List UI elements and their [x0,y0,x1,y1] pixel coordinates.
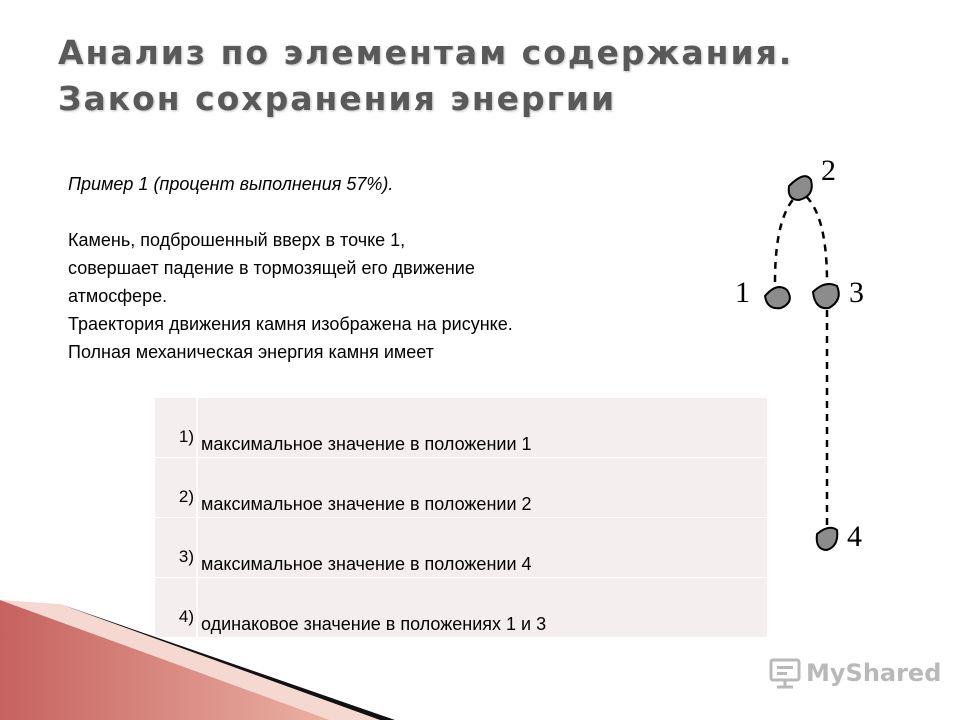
answer-number: 1) [155,398,198,457]
presentation-board-icon [768,656,802,690]
stone-position-1 [765,287,790,308]
label-point-2: 2 [821,154,836,187]
answer-number: 3) [155,518,198,577]
label-point-4: 4 [847,520,862,553]
example-line: Полная механическая энергия камня имеет [68,342,434,362]
answer-option[interactable] [155,398,767,458]
example-text [68,170,708,366]
answer-text: максимальное значение в положении 2 [201,494,532,514]
example-line: совершает падение в тормозящей его движение [68,258,475,278]
example-heading: Пример 1 (процент выполнения 57%). [68,174,394,194]
example-line: Траектория движения камня изображена на рисунке. [68,314,513,334]
stone-position-4 [817,528,838,550]
label-point-1: 1 [735,276,750,309]
watermark [768,656,941,690]
answer-option[interactable] [155,458,767,518]
example-line: атмосфере. [68,286,168,306]
label-point-3: 3 [849,276,864,309]
answer-text: одинаковое значение в положениях 1 и 3 [201,614,547,634]
example-line: Камень, подброшенный вверх в точке 1, [68,230,406,250]
answer-number: 4) [155,578,198,637]
slide-title-line2: Закон сохранения энергии [58,79,617,118]
decorative-swoosh [0,560,960,720]
trajectory-arc [775,192,827,282]
answer-text: максимальное значение в положении 4 [201,554,532,574]
watermark-text: MyShared [806,659,942,687]
slide-title [58,30,918,122]
answer-text: максимальное значение в положении 1 [201,434,532,454]
stone-position-3 [813,284,839,308]
slide-title-line1: Анализ по элементам содержания. [58,33,794,72]
answer-number: 2) [155,458,198,517]
trajectory-diagram [725,150,885,570]
stone-position-2 [789,176,812,200]
